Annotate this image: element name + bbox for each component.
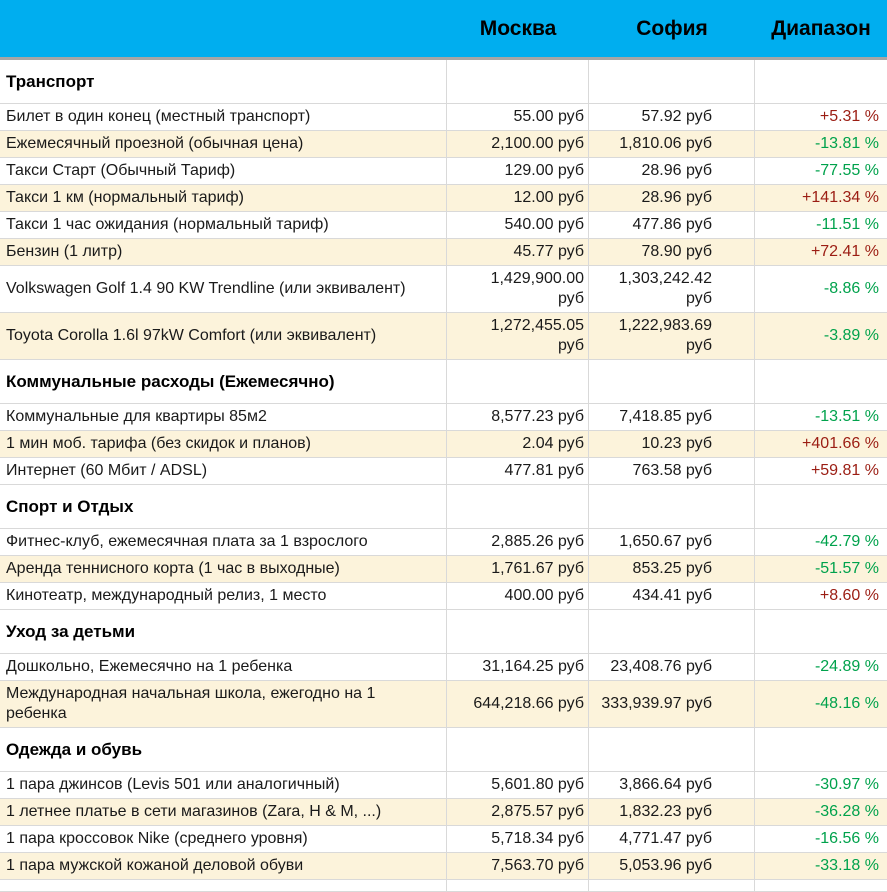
item-label-cell: Международная начальная школа, ежегодно на 1 ребенка	[0, 681, 447, 727]
item-label-cell: Фитнес-клуб, ежемесячная плата за 1 взрослого	[0, 529, 447, 555]
sofia-value-cell: 763.58 руб	[589, 458, 755, 484]
item-label-cell: 1 мин моб. тарифа (без скидок и планов)	[0, 431, 447, 457]
sofia-value-cell: 333,939.97 руб	[589, 681, 755, 727]
range-value-cell: -30.97 %	[814, 776, 879, 793]
section-title: Уход за детьми	[0, 610, 447, 653]
item-label-cell: Toyota Corolla 1.6l 97kW Comfort (или эквивалент)	[0, 313, 447, 359]
section-row	[0, 485, 887, 529]
sofia-value-cell: 1,303,242.42 руб	[589, 266, 755, 312]
moscow-value-cell: 5,601.80 руб	[447, 772, 589, 798]
section-row	[0, 60, 887, 104]
range-value-cell: -8.86 %	[823, 280, 879, 297]
range-value-cell: -3.89 %	[823, 327, 879, 344]
range-value-cell: -42.79 %	[814, 533, 879, 550]
range-value-cell: -51.57 %	[814, 560, 879, 577]
sofia-value-cell: 7,418.85 руб	[589, 404, 755, 430]
item-label-cell: Коммунальные для квартиры 85м2	[0, 404, 447, 430]
range-value-cell	[755, 728, 887, 771]
item-label-cell: Такси Старт (Обычный Тариф)	[0, 158, 447, 184]
moscow-value-cell	[447, 485, 589, 528]
section-title: Коммунальные расходы (Ежемесячно)	[0, 360, 447, 403]
section-title: Спорт и Отдых	[0, 485, 447, 528]
range-value-cell: +8.60 %	[819, 587, 879, 604]
table-row	[0, 431, 887, 458]
table-row	[0, 185, 887, 212]
sofia-value-cell	[589, 880, 755, 891]
range-value-cell: +59.81 %	[810, 462, 879, 479]
range-value-cell: -24.89 %	[814, 658, 879, 675]
moscow-value-cell	[447, 60, 589, 103]
item-label-cell: Бензин (1 литр)	[0, 239, 447, 265]
moscow-value-cell: 1,429,900.00 руб	[447, 266, 589, 312]
sofia-value-cell: 1,810.06 руб	[589, 131, 755, 157]
table-row	[0, 853, 887, 880]
item-label-cell: 1 летнее платье в сети магазинов (Zara, H & M, ...)	[0, 799, 447, 825]
item-label-cell: 1 пара джинсов (Levis 501 или аналогичный)	[0, 772, 447, 798]
sofia-value-cell	[589, 610, 755, 653]
range-value-cell: -48.16 %	[814, 695, 879, 712]
range-value-cell: -11.51 %	[816, 216, 879, 233]
table-row	[0, 681, 887, 728]
item-label-cell: Ежемесячный проезной (обычная цена)	[0, 131, 447, 157]
table-row	[0, 556, 887, 583]
moscow-value-cell: 477.81 руб	[447, 458, 589, 484]
moscow-value-cell: 644,218.66 руб	[447, 681, 589, 727]
table-row	[0, 826, 887, 853]
moscow-value-cell: 2,885.26 руб	[447, 529, 589, 555]
sofia-value-cell: 434.41 руб	[589, 583, 755, 609]
column-header-moscow: Москва	[479, 16, 557, 40]
sofia-value-cell: 1,832.23 руб	[589, 799, 755, 825]
table-row	[0, 799, 887, 826]
range-value-cell: -33.18 %	[814, 857, 879, 874]
table-row	[0, 313, 887, 360]
range-value-cell: -13.51 %	[814, 408, 879, 425]
item-label-cell: Билет в один конец (местный транспорт)	[0, 104, 447, 130]
table-row	[0, 158, 887, 185]
sofia-value-cell: 10.23 руб	[589, 431, 755, 457]
moscow-value-cell: 45.77 руб	[447, 239, 589, 265]
moscow-value-cell: 1,272,455.05 руб	[447, 313, 589, 359]
moscow-value-cell	[447, 360, 589, 403]
sofia-value-cell	[589, 728, 755, 771]
range-value-cell	[755, 880, 887, 891]
table-header-row	[0, 0, 887, 60]
section-row	[0, 360, 887, 404]
moscow-value-cell: 129.00 руб	[447, 158, 589, 184]
moscow-value-cell: 55.00 руб	[447, 104, 589, 130]
column-header-sofia: София	[636, 16, 708, 40]
moscow-value-cell: 31,164.25 руб	[447, 654, 589, 680]
moscow-value-cell: 400.00 руб	[447, 583, 589, 609]
table-row	[0, 266, 887, 313]
moscow-value-cell: 12.00 руб	[447, 185, 589, 211]
sofia-value-cell: 28.96 руб	[589, 158, 755, 184]
table-row	[0, 212, 887, 239]
sofia-value-cell: 23,408.76 руб	[589, 654, 755, 680]
moscow-value-cell: 2,100.00 руб	[447, 131, 589, 157]
item-label-cell: Volkswagen Golf 1.4 90 KW Trendline (или эквивалент)	[0, 266, 447, 312]
moscow-value-cell: 5,718.34 руб	[447, 826, 589, 852]
item-label-cell	[0, 880, 447, 891]
sofia-value-cell: 3,866.64 руб	[589, 772, 755, 798]
moscow-value-cell	[447, 880, 589, 891]
moscow-value-cell: 2,875.57 руб	[447, 799, 589, 825]
clipped-next-row	[0, 880, 887, 892]
moscow-value-cell: 8,577.23 руб	[447, 404, 589, 430]
sofia-value-cell: 57.92 руб	[589, 104, 755, 130]
header-cell-empty	[0, 0, 447, 57]
item-label-cell: Такси 1 км (нормальный тариф)	[0, 185, 447, 211]
range-value-cell: -77.55 %	[814, 162, 879, 179]
sofia-value-cell	[589, 360, 755, 403]
sofia-value-cell: 28.96 руб	[589, 185, 755, 211]
range-value-cell: -13.81 %	[814, 135, 879, 152]
sofia-value-cell: 4,771.47 руб	[589, 826, 755, 852]
sofia-value-cell: 5,053.96 руб	[589, 853, 755, 879]
table-row	[0, 239, 887, 266]
range-value-cell: +5.31 %	[819, 108, 879, 125]
range-value-cell: +401.66 %	[802, 435, 879, 452]
column-header-range: Диапазон	[771, 16, 871, 40]
moscow-value-cell: 1,761.67 руб	[447, 556, 589, 582]
range-value-cell	[755, 360, 887, 403]
moscow-value-cell	[447, 728, 589, 771]
range-value-cell	[755, 60, 887, 103]
item-label-cell: Дошкольно, Ежемесячно на 1 ребенка	[0, 654, 447, 680]
moscow-value-cell: 2.04 руб	[447, 431, 589, 457]
table-row	[0, 131, 887, 158]
sofia-value-cell: 477.86 руб	[589, 212, 755, 238]
table-row	[0, 104, 887, 131]
table-row	[0, 772, 887, 799]
range-value-cell: +72.41 %	[810, 243, 879, 260]
item-label-cell: Интернет (60 Мбит / ADSL)	[0, 458, 447, 484]
moscow-value-cell: 7,563.70 руб	[447, 853, 589, 879]
sofia-value-cell: 1,650.67 руб	[589, 529, 755, 555]
item-label-cell: Аренда теннисного корта (1 час в выходные)	[0, 556, 447, 582]
item-label-cell: 1 пара кроссовок Nike (среднего уровня)	[0, 826, 447, 852]
sofia-value-cell: 1,222,983.69 руб	[589, 313, 755, 359]
range-value-cell: -16.56 %	[814, 830, 879, 847]
range-value-cell: -36.28 %	[814, 803, 879, 820]
range-value-cell	[755, 610, 887, 653]
table-row	[0, 404, 887, 431]
moscow-value-cell	[447, 610, 589, 653]
table-row	[0, 583, 887, 610]
table-body	[0, 60, 887, 880]
moscow-value-cell: 540.00 руб	[447, 212, 589, 238]
sofia-value-cell: 78.90 руб	[589, 239, 755, 265]
sofia-value-cell	[589, 60, 755, 103]
section-title: Транспорт	[0, 60, 447, 103]
table-row	[0, 458, 887, 485]
range-value-cell	[755, 485, 887, 528]
section-row	[0, 728, 887, 772]
item-label-cell: Кинотеатр, международный релиз, 1 место	[0, 583, 447, 609]
sofia-value-cell: 853.25 руб	[589, 556, 755, 582]
table-row	[0, 654, 887, 681]
section-title: Одежда и обувь	[0, 728, 447, 771]
item-label-cell: Такси 1 час ожидания (нормальный тариф)	[0, 212, 447, 238]
item-label-cell: 1 пара мужской кожаной деловой обуви	[0, 853, 447, 879]
sofia-value-cell	[589, 485, 755, 528]
table-row	[0, 529, 887, 556]
range-value-cell: +141.34 %	[802, 189, 879, 206]
section-row	[0, 610, 887, 654]
